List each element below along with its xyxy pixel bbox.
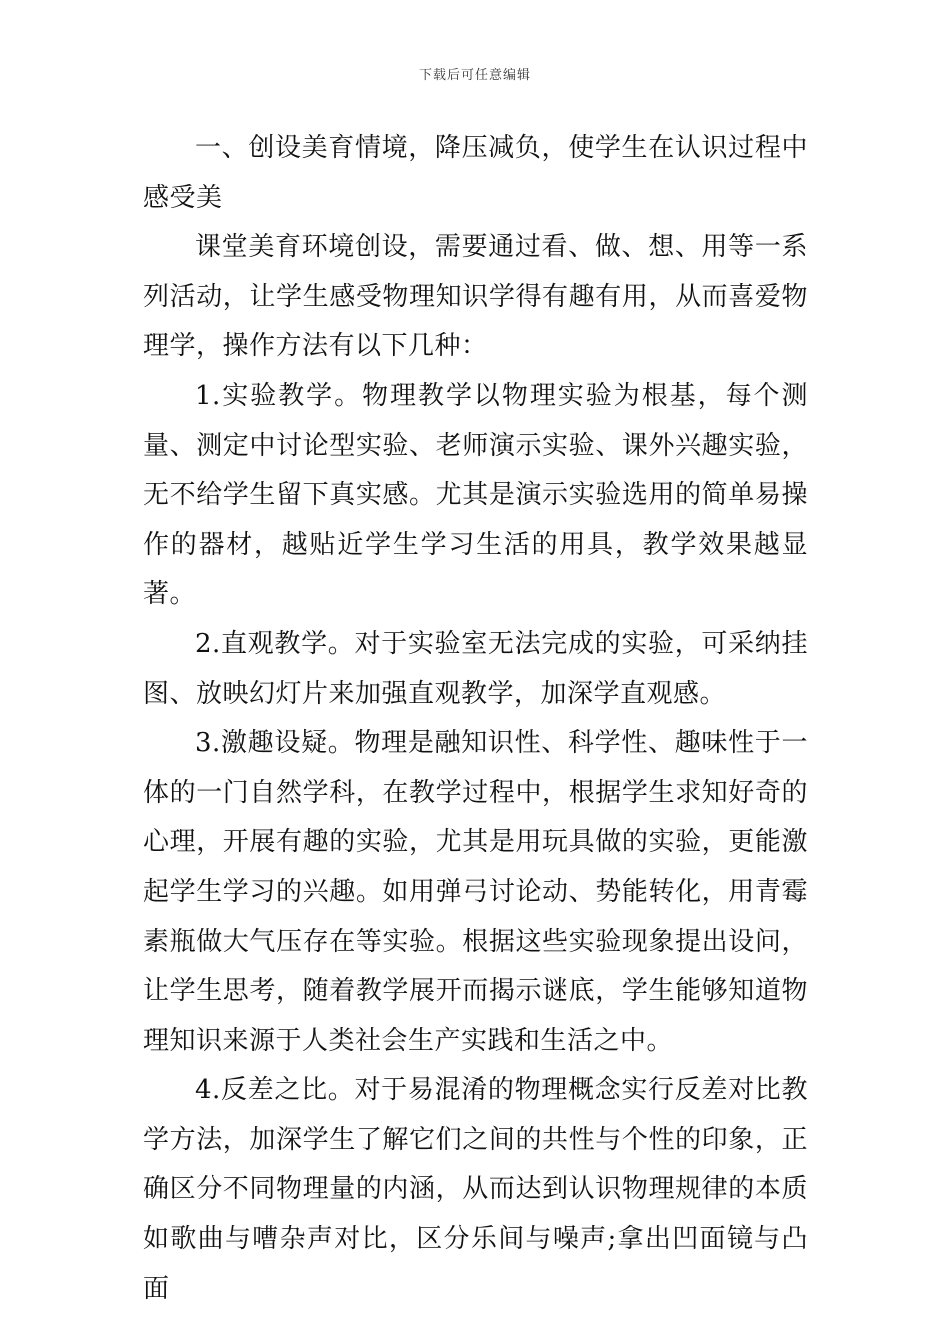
paragraph-item-2: 2.直观教学。对于实验室无法完成的实验，可采纳挂图、放映幻灯片来加强直观教学，加深学直观感。 — [143, 628, 808, 709]
section-heading: 一、创设美育情境，降压减负，使学生在认识过程中感受美 — [143, 133, 808, 213]
paragraph-item-1: 1.实验教学。物理教学以物理实验为根基，每个测量、测定中讨论型实验、老师演示实验、课外兴趣实验，无不给学生留下真实感。尤其是演示实验选用的简单易操作的器材，越贴近学生学习生活的用具，教学效果越显著。 — [143, 380, 808, 610]
paragraph-item-3: 3.激趣设疑。物理是融知识性、科学性、趣味性于一体的一门自然学科，在教学过程中，根据学生求知好奇的心理，开展有趣的实验，尤其是用玩具做的实验，更能激起学生学习的兴趣。如用弹弓讨论动、势能转化，用青霉素瓶做大气压存在等实验。根据这些实验现象提出设问，让学生思考，随着教学展开而揭示谜底，学生能够知道物理知识来源于人类社会生产实践和生活之中。 — [143, 728, 808, 1056]
paragraph-intro: 课堂美育环境创设，需要通过看、做、想、用等一系列活动，让学生感受物理知识学得有趣有用，从而喜爱物理学，操作方法有以下几种： — [143, 232, 808, 362]
page-header-note: 下载后可任意编辑 — [418, 68, 531, 83]
paragraph-item-4: 4.反差之比。对于易混淆的物理概念实行反差对比教学方法，加深学生了解它们之间的共性与个性的印象，正确区分不同物理量的内涵，从而达到认识物理规律的本质如歌曲与嘈杂声对比，区分乐间与噪声;拿出凹面镜与凸面 — [143, 1075, 808, 1304]
document-body — [143, 124, 808, 1314]
